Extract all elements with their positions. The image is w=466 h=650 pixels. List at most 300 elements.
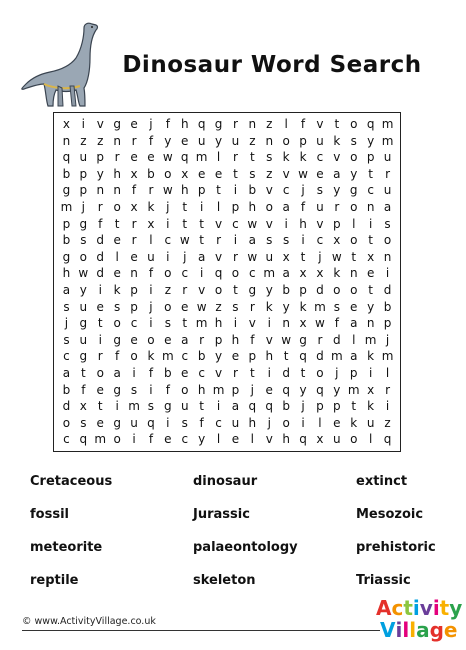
- grid-letter: a: [282, 266, 290, 281]
- grid-letter: t: [249, 365, 255, 380]
- grid-letter: x: [316, 432, 324, 447]
- grid-letter: t: [182, 216, 188, 231]
- grid-letter: l: [352, 332, 356, 347]
- grid-row: [54, 265, 400, 282]
- grid-letter: b: [248, 183, 257, 198]
- logo-letter: t: [403, 596, 413, 620]
- grid-letter: h: [214, 316, 223, 331]
- logo-letter: i: [395, 618, 403, 642]
- grid-letter: d: [96, 233, 105, 248]
- grid-letter: g: [79, 349, 88, 364]
- grid-letter: d: [96, 266, 105, 281]
- grid-letter: q: [147, 415, 155, 430]
- grid-letter: m: [330, 349, 343, 364]
- grid-letter: t: [351, 399, 357, 414]
- grid-letter: z: [164, 282, 171, 297]
- grid-letter: s: [333, 299, 340, 314]
- logo-line-2: [380, 620, 457, 640]
- grid-row: [54, 299, 400, 316]
- grid-row: [54, 348, 400, 365]
- grid-letter: a: [231, 399, 240, 414]
- grid-letter: f: [131, 183, 137, 198]
- grid-letter: z: [97, 133, 104, 148]
- grid-letter: t: [283, 349, 289, 364]
- grid-letter: a: [350, 349, 358, 364]
- grid-letter: g: [79, 216, 88, 231]
- grid-letter: n: [113, 133, 121, 148]
- grid-letter: i: [267, 316, 271, 331]
- grid-letter: b: [282, 399, 290, 414]
- grid-letter: o: [113, 316, 121, 331]
- grid-letter: t: [80, 365, 86, 380]
- grid-letter: m: [195, 150, 208, 165]
- grid-letter: l: [368, 432, 373, 447]
- grid-letter: s: [147, 399, 155, 414]
- grid-letter: k: [265, 299, 273, 314]
- grid-letter: o: [383, 233, 392, 248]
- grid-row: [54, 249, 400, 266]
- footer-url-text: www.ActivityVillage.co.uk: [34, 616, 156, 627]
- grid-letter: h: [248, 415, 257, 430]
- grid-letter: y: [265, 282, 273, 297]
- grid-letter: h: [180, 183, 189, 198]
- grid-letter: r: [385, 382, 390, 397]
- grid-letter: o: [164, 166, 172, 181]
- grid-letter: f: [148, 365, 154, 380]
- grid-letter: i: [199, 199, 204, 214]
- grid-letter: u: [147, 249, 155, 264]
- grid-letter: t: [300, 365, 306, 380]
- grid-letter: f: [81, 382, 86, 397]
- grid-letter: v: [265, 432, 273, 447]
- grid-letter: x: [79, 399, 87, 414]
- grid-row: [54, 232, 400, 249]
- grid-letter: u: [79, 299, 88, 314]
- grid-letter: a: [62, 365, 71, 380]
- grid-letter: s: [63, 332, 70, 347]
- grid-letter: k: [147, 199, 155, 214]
- grid-letter: i: [284, 216, 288, 231]
- grid-letter: c: [316, 150, 324, 165]
- grid-letter: v: [214, 365, 223, 380]
- grid-letter: u: [333, 432, 341, 447]
- grid-letter: u: [316, 133, 324, 148]
- grid-letter: u: [316, 199, 324, 214]
- grid-letter: u: [79, 332, 88, 347]
- grid-letter: v: [316, 117, 324, 131]
- grid-letter: h: [231, 332, 240, 347]
- logo-letter: g: [429, 618, 444, 642]
- grid-letter: g: [62, 249, 71, 264]
- grid-letter: n: [383, 249, 392, 264]
- grid-letter: r: [216, 233, 221, 248]
- grid-letter: g: [248, 282, 257, 297]
- grid-letter: d: [62, 399, 71, 414]
- grid-letter: s: [130, 382, 138, 397]
- grid-letter: e: [366, 266, 375, 281]
- grid-letter: c: [232, 216, 239, 231]
- grid-letter: n: [113, 183, 121, 198]
- grid-letter: n: [62, 133, 71, 148]
- grid-letter: t: [199, 399, 204, 414]
- grid-letter: i: [149, 282, 153, 297]
- grid-letter: h: [248, 199, 257, 214]
- grid-letter: p: [299, 133, 307, 148]
- grid-letter: y: [367, 299, 375, 314]
- grid-letter: l: [216, 150, 221, 165]
- grid-letter: k: [299, 299, 307, 314]
- grid-letter: b: [383, 299, 392, 314]
- grid-letter: y: [198, 432, 206, 447]
- word-list-item: skeleton: [193, 573, 256, 588]
- grid-row: [54, 315, 400, 332]
- grid-letter: c: [130, 316, 138, 331]
- grid-letter: g: [164, 399, 172, 414]
- grid-letter: r: [317, 332, 323, 347]
- grid-letter: g: [349, 183, 358, 198]
- grid-letter: r: [232, 150, 238, 165]
- grid-letter: y: [282, 299, 290, 314]
- grid-letter: c: [215, 415, 222, 430]
- grid-letter: u: [265, 249, 274, 264]
- grid-letter: w: [162, 183, 173, 198]
- grid-letter: f: [199, 415, 204, 430]
- grid-letter: o: [350, 117, 358, 131]
- grid-letter: i: [368, 216, 373, 231]
- grid-letter: c: [63, 432, 70, 447]
- grid-letter: t: [182, 199, 188, 214]
- grid-letter: p: [62, 216, 71, 231]
- grid-letter: c: [249, 266, 256, 281]
- grid-letter: p: [248, 349, 257, 364]
- grid-letter: e: [164, 332, 172, 347]
- grid-letter: p: [231, 382, 240, 397]
- grid-letter: e: [96, 382, 104, 397]
- grid-letter: o: [113, 432, 121, 447]
- grid-letter: r: [199, 332, 205, 347]
- grid-letter: q: [197, 117, 206, 131]
- grid-letter: i: [233, 233, 238, 248]
- grid-row: [54, 116, 400, 133]
- logo-letter: V: [380, 618, 396, 642]
- grid-letter: v: [198, 282, 206, 297]
- grid-letter: w: [162, 150, 173, 165]
- grid-letter: n: [248, 117, 257, 131]
- grid-letter: p: [349, 365, 358, 380]
- logo-letter: l: [402, 618, 410, 642]
- grid-letter: i: [166, 249, 170, 264]
- grid-letter: l: [385, 365, 390, 380]
- grid-letter: o: [181, 382, 189, 397]
- grid-letter: r: [232, 249, 238, 264]
- grid-letter: a: [282, 199, 290, 214]
- grid-letter: i: [132, 365, 136, 380]
- grid-letter: q: [282, 382, 290, 397]
- grid-letter: v: [265, 183, 273, 198]
- grid-letter: w: [196, 299, 207, 314]
- grid-letter: e: [130, 150, 138, 165]
- grid-letter: l: [318, 415, 322, 430]
- grid-letter: f: [300, 117, 306, 131]
- word-list: [30, 472, 440, 604]
- grid-letter: u: [180, 399, 189, 414]
- grid-letter: p: [316, 399, 324, 414]
- grid-letter: t: [368, 166, 373, 181]
- grid-letter: l: [216, 432, 221, 447]
- grid-letter: r: [334, 199, 340, 214]
- grid-letter: j: [149, 117, 153, 131]
- grid-letter: c: [181, 349, 189, 364]
- grid-row: [54, 166, 400, 183]
- grid-letter: g: [113, 382, 121, 397]
- grid-letter: v: [214, 249, 223, 264]
- grid-letter: y: [214, 133, 223, 148]
- grid-letter: j: [183, 249, 187, 264]
- grid-letter: v: [265, 216, 273, 231]
- grid-letter: h: [197, 382, 206, 397]
- grid-row: [54, 199, 400, 216]
- grid-letter: w: [315, 316, 325, 331]
- grid-letter: r: [249, 299, 255, 314]
- grid-letter: v: [96, 117, 104, 131]
- grid-letter: n: [349, 266, 358, 281]
- grid-letter: m: [94, 432, 107, 447]
- grid-letter: k: [282, 150, 290, 165]
- grid-row: [54, 149, 400, 166]
- grid-letter: y: [96, 166, 104, 181]
- grid-letter: e: [164, 432, 172, 447]
- grid-letter: y: [299, 382, 307, 397]
- grid-letter: q: [214, 266, 223, 281]
- grid-letter: r: [97, 199, 103, 214]
- grid-letter: l: [284, 117, 288, 131]
- logo-letter: e: [443, 618, 458, 642]
- grid-letter: t: [182, 316, 188, 331]
- grid-letter: d: [96, 249, 105, 264]
- grid-letter: s: [316, 183, 324, 198]
- grid-letter: f: [250, 332, 255, 347]
- grid-letter: t: [334, 117, 340, 131]
- grid-letter: r: [232, 365, 238, 380]
- grid-letter: o: [113, 199, 121, 214]
- grid-letter: u: [130, 415, 138, 430]
- grid-letter: i: [98, 282, 102, 297]
- word-list-item: meteorite: [30, 540, 103, 555]
- grid-letter: c: [367, 183, 374, 198]
- grid-letter: t: [300, 249, 306, 264]
- grid-letter: d: [316, 282, 324, 297]
- grid-letter: c: [316, 233, 324, 248]
- grid-letter: s: [350, 133, 357, 148]
- grid-letter: h: [62, 266, 71, 281]
- grid-letter: i: [199, 266, 204, 281]
- grid-letter: s: [80, 415, 87, 430]
- word-list-item: fossil: [30, 507, 69, 522]
- grid-letter: q: [299, 432, 307, 447]
- grid-letter: z: [249, 133, 256, 148]
- grid-letter: u: [383, 183, 392, 198]
- grid-letter: u: [79, 150, 88, 165]
- grid-letter: f: [165, 382, 170, 397]
- grid-letter: o: [265, 199, 273, 214]
- grid-letter: n: [366, 199, 375, 214]
- grid-letter: z: [384, 415, 391, 430]
- grid-letter: t: [368, 282, 373, 297]
- grid-letter: z: [215, 299, 222, 314]
- grid-letter: m: [314, 299, 326, 314]
- grid-letter: s: [181, 415, 188, 430]
- grid-letter: j: [335, 365, 339, 380]
- grid-letter: k: [367, 399, 375, 414]
- grid-letter: p: [79, 166, 88, 181]
- grid-letter: p: [299, 282, 307, 297]
- grid-letter: h: [113, 166, 121, 181]
- grid-letter: e: [265, 382, 273, 397]
- grid-letter: x: [62, 117, 70, 131]
- grid-letter: k: [333, 133, 341, 148]
- logo-letter: i: [432, 596, 440, 620]
- grid-letter: k: [367, 349, 375, 364]
- grid-letter: g: [299, 332, 307, 347]
- grid-letter: h: [282, 432, 290, 447]
- grid-letter: i: [132, 432, 136, 447]
- grid-letter: p: [197, 183, 206, 198]
- grid-letter: k: [299, 150, 307, 165]
- grid-letter: m: [381, 349, 394, 364]
- grid-letter: r: [232, 117, 238, 131]
- grid-letter: i: [385, 399, 390, 414]
- grid-letter: n: [366, 316, 375, 331]
- grid-letter: j: [149, 299, 153, 314]
- grid-row: [54, 398, 400, 415]
- grid-letter: w: [179, 233, 190, 248]
- grid-letter: g: [113, 117, 121, 131]
- word-list-item: palaeontology: [193, 540, 298, 555]
- grid-letter: o: [350, 432, 358, 447]
- grid-letter: u: [366, 415, 375, 430]
- grid-letter: i: [301, 233, 305, 248]
- grid-letter: e: [350, 299, 358, 314]
- grid-letter: o: [147, 332, 155, 347]
- grid-letter: p: [79, 183, 88, 198]
- grid-letter: z: [266, 117, 273, 131]
- grid-row: [54, 365, 400, 382]
- word-list-item: Triassic: [356, 573, 411, 588]
- word-list-item: reptile: [30, 573, 79, 588]
- grid-letter: j: [166, 199, 170, 214]
- grid-row: [54, 415, 400, 432]
- grid-letter: q: [248, 399, 257, 414]
- grid-letter: z: [80, 133, 87, 148]
- grid-letter: m: [381, 133, 394, 148]
- grid-letter: x: [130, 166, 138, 181]
- grid-letter: y: [333, 382, 341, 397]
- grid-letter: r: [97, 349, 103, 364]
- grid-letter: i: [81, 117, 86, 131]
- logo-letter: A: [376, 596, 392, 620]
- grid-letter: t: [233, 282, 238, 297]
- grid-letter: y: [214, 349, 223, 364]
- logo-letter: i: [412, 596, 420, 620]
- grid-letter: w: [298, 166, 308, 181]
- grid-letter: d: [383, 282, 392, 297]
- grid-letter: f: [148, 133, 154, 148]
- logo-letter: y: [449, 596, 463, 620]
- grid-letter: q: [180, 150, 189, 165]
- grid-letter: s: [232, 299, 239, 314]
- grid-letter: p: [130, 299, 138, 314]
- footer-divider: [22, 630, 380, 631]
- grid-letter: e: [147, 150, 155, 165]
- grid-letter: j: [318, 249, 322, 264]
- grid-letter: b: [62, 233, 71, 248]
- grid-letter: e: [181, 299, 189, 314]
- grid-letter: k: [350, 415, 358, 430]
- grid-letter: h: [180, 117, 189, 131]
- grid-letter: u: [231, 415, 240, 430]
- grid-letter: b: [62, 166, 71, 181]
- grid-letter: s: [283, 233, 290, 248]
- grid-letter: m: [263, 266, 276, 281]
- grid-letter: y: [333, 183, 341, 198]
- grid-letter: g: [79, 316, 88, 331]
- grid-letter: v: [333, 150, 341, 165]
- grid-letter: h: [265, 349, 274, 364]
- grid-letter: i: [166, 216, 170, 231]
- grid-letter: k: [147, 349, 155, 364]
- grid-letter: w: [78, 266, 89, 281]
- grid-letter: v: [282, 166, 290, 181]
- grid-letter: f: [300, 199, 306, 214]
- grid-letter: o: [333, 282, 341, 297]
- grid-letter: m: [212, 382, 225, 397]
- grid-letter: b: [282, 282, 290, 297]
- grid-letter: f: [148, 432, 154, 447]
- copyright-icon: ©: [22, 616, 32, 627]
- grid-letter: g: [113, 415, 121, 430]
- word-search-grid: [53, 112, 401, 452]
- grid-row: [54, 133, 400, 150]
- grid-letter: h: [299, 216, 307, 231]
- grid-letter: x: [130, 199, 138, 214]
- grid-letter: m: [347, 382, 360, 397]
- grid-letter: j: [267, 415, 271, 430]
- logo-letter: l: [409, 618, 417, 642]
- grid-letter: y: [350, 166, 358, 181]
- grid-letter: t: [199, 216, 204, 231]
- grid-letter: u: [231, 133, 240, 148]
- grid-letter: r: [131, 216, 137, 231]
- grid-letter: v: [214, 216, 223, 231]
- grid-letter: v: [265, 332, 273, 347]
- grid-letter: k: [333, 266, 341, 281]
- word-list-item: Cretaceous: [30, 474, 113, 489]
- grid-letter: s: [384, 216, 391, 231]
- grid-letter: d: [316, 349, 324, 364]
- grid-letter: v: [316, 216, 324, 231]
- grid-letter: x: [316, 266, 324, 281]
- grid-letter: j: [81, 199, 86, 214]
- grid-letter: l: [352, 216, 356, 231]
- grid-letter: c: [181, 266, 189, 281]
- grid-letter: f: [334, 316, 339, 331]
- grid-letter: j: [385, 332, 390, 347]
- grid-letter: x: [367, 382, 375, 397]
- grid-letter: b: [197, 349, 206, 364]
- grid-letter: l: [149, 233, 153, 248]
- grid-letter: q: [62, 150, 71, 165]
- grid-letter: i: [233, 316, 238, 331]
